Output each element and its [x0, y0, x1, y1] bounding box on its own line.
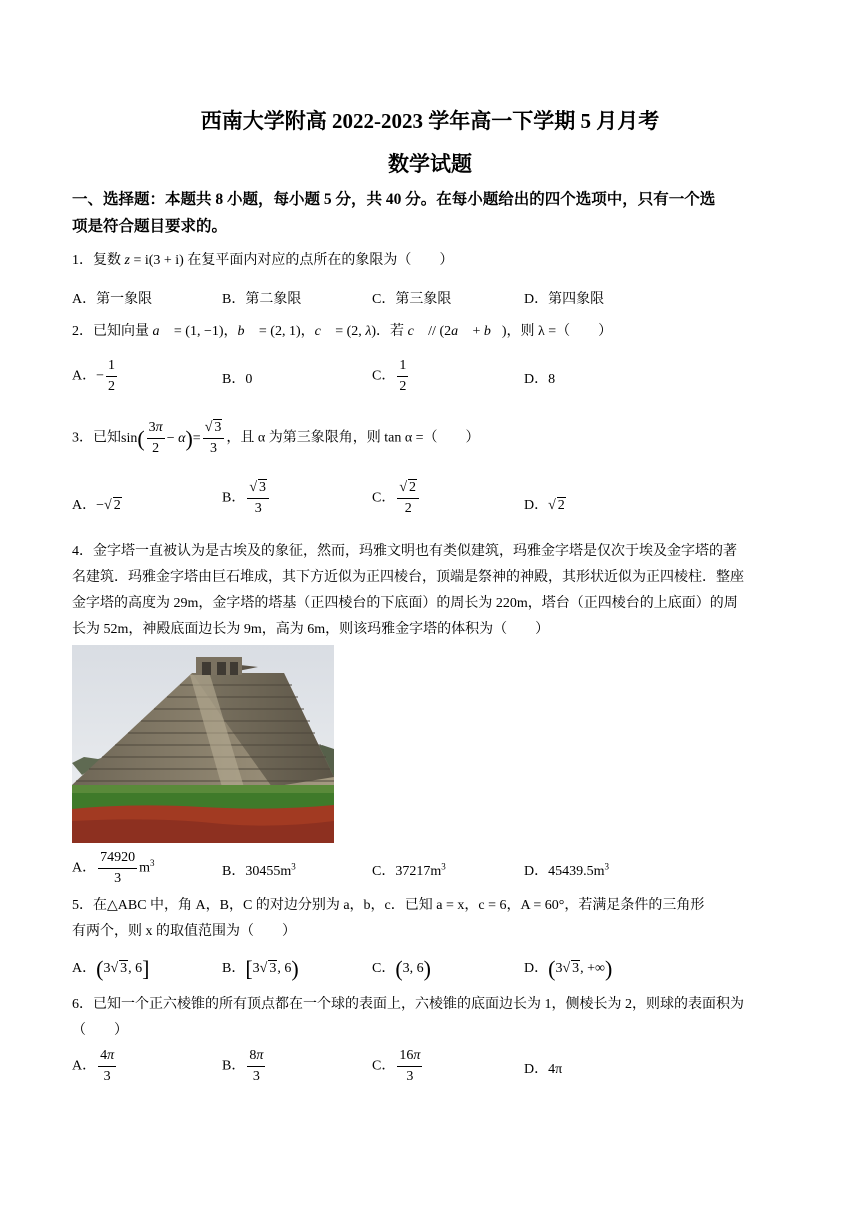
q5-option-c: C．(3, 6)	[372, 956, 431, 981]
q2-option-b: B．0	[222, 372, 253, 387]
q4-option-d: D．$45439.5m^3$	[524, 861, 609, 879]
q4-line3: 金字塔的高度为 29m，金字塔的塔基（正四棱台的下底面）的周长为 220m，塔台（正四棱台的上底面）的周	[72, 596, 738, 611]
question-2	[72, 319, 792, 345]
q1-option-c: C．第三象限	[372, 292, 452, 307]
q6-option-c: C． $\frac{16\pi}{3}$	[372, 1048, 421, 1084]
exam-subtitle: 数学试题	[388, 152, 472, 176]
q4-line2: 名建筑．玛雅金字塔由巨石堆成，其下方近似为正四棱台，顶端是祭神的神殿，其形状近似为正四棱柱．整座	[72, 570, 744, 585]
q2-option-c: C． $\frac{1}{2}$	[372, 358, 407, 394]
q5-option-a: A．(3√ 3, 6]	[72, 956, 150, 981]
q1-formula: z = i(3 + i)	[124, 253, 184, 268]
q2-option-a: A．− $\frac{1}{2}$	[72, 358, 116, 394]
q6-option-a: A． $\frac{4\pi}{3}$	[72, 1048, 115, 1084]
section-heading-line2: 项是符合题目要求的。	[72, 218, 228, 235]
q3-equation: sin( $\frac{3\pi}{2}$ − α)= $\frac{√ 3}{3}$	[121, 431, 226, 446]
q6-line2: （ ）	[72, 1023, 128, 1038]
q4-line4: 长为 52m，神殿底面边长为 9m，高为 6m，则该玛雅金字塔的体积为（ ）	[72, 622, 550, 637]
exam-title: 西南大学附高 2022-2023 学年高一下学期 5 月月考	[200, 109, 660, 133]
q5-option-d: D．(3√ 3, +∞)	[524, 956, 613, 981]
q2-suffix: ，则 λ =（ ）	[506, 324, 613, 339]
q2-prefix: 2．已知向量	[72, 324, 153, 339]
q5-option-b: B．[3√ 3, 6)	[222, 956, 299, 981]
section-heading	[72, 186, 792, 240]
question-4	[72, 539, 792, 643]
q1-suffix: 在复平面内对应的点所在的象限为（ ）	[183, 253, 454, 268]
q4-option-a: A． $\frac{74920}{3}$ $m^3$	[72, 850, 155, 886]
q1-option-a: A．第一象限	[72, 292, 153, 307]
question-3	[72, 418, 792, 459]
q3-option-b: B． $\frac{√ 3}{3}$	[222, 478, 271, 519]
q1-option-d: D．第四象限	[524, 292, 605, 307]
q5-line2: 有两个，则 x 的取值范围为（ ）	[72, 924, 296, 939]
q5-line1: 5．在△ABC 中，角 A，B，C 的对边分别为 a，b，c．已知 a = x，c = 6，A = 60°，若满足条件的三角形	[72, 898, 705, 913]
q1-prefix: 1．复数	[72, 253, 125, 268]
q3-suffix: ，且 α 为第三象限角，则 tan α =（ ）	[226, 430, 480, 446]
q2-vectors: a⃗ = (1, −1)，b⃗ = (2, 1)，c⃗ = (2, λ)．若 c⃗ // (2a⃗ + b⃗)	[152, 324, 507, 339]
question-5	[72, 893, 792, 945]
q6-option-d: D．4π	[524, 1062, 563, 1077]
q1-option-b: B．第二象限	[222, 292, 302, 307]
q6-option-b: B． $\frac{8\pi}{3}$	[222, 1048, 264, 1084]
section-heading-line1: 一、选择题：本题共 8 小题，每小题 5 分，共 40 分。在每小题给出的四个选项中，只有一个选	[72, 191, 716, 208]
q4-option-b: B．$30455m^3$	[222, 861, 296, 879]
q6-line1: 6．已知一个正六棱锥的所有顶点都在一个球的表面上，六棱锥的底面边长为 1，侧棱长为 2，则球的表面积为	[72, 997, 744, 1012]
q4-line1: 4．金字塔一直被认为是古埃及的象征，然而，玛雅文明也有类似建筑，玛雅金字塔是仅次于埃及金字塔的著	[72, 544, 737, 559]
maya-pyramid-photo	[72, 645, 334, 843]
q3-prefix: 3．已知	[72, 430, 121, 446]
question-6	[72, 992, 792, 1044]
q4-option-c: C．$37217m^3$	[372, 861, 446, 879]
question-1	[72, 248, 792, 274]
q3-option-d: D．√ 2	[524, 498, 565, 513]
q3-option-c: C． $\frac{√ 2}{2}$	[372, 478, 421, 519]
q3-option-a: A．−√ 2	[72, 498, 121, 513]
q2-option-d: D．8	[524, 372, 556, 387]
